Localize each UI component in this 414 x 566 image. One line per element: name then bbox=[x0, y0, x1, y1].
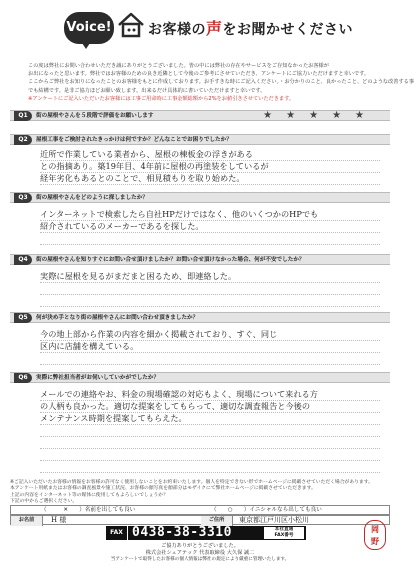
ruled-line bbox=[40, 232, 380, 233]
title-suffix: をお聞かせください bbox=[222, 22, 354, 38]
publication-consent-table bbox=[10, 505, 390, 526]
note-line: 本アンケート用紙またはお客様の調査風景や施工状況、お客様の顔写真を顔部分はモザイクにて弊社ホームページに掲載させていただきます。 bbox=[10, 486, 316, 492]
question-text: 何が決め手となり街の屋根やさんにお問い合わせ頂きましたか？ bbox=[36, 315, 199, 321]
ruled-line bbox=[40, 282, 380, 283]
question-3-header bbox=[10, 192, 390, 203]
thanks-text: ご協力ありがとうございました。 bbox=[161, 543, 239, 549]
name-consent-choice[interactable]: （ ✕ ）名前を出しても良い bbox=[41, 507, 136, 513]
fax-side-line: 本社直通 bbox=[274, 527, 294, 532]
intro-line: ここからご弊社をお知りになったことのお客様をもとに作成しております。お手すきな時にご記入ください。・お分かりのこと、良かったこと、どのような改善する事 bbox=[28, 79, 414, 86]
answer-q2 bbox=[40, 148, 380, 184]
house-icon bbox=[116, 10, 146, 40]
intro-line: この度は弊社にお問い合わせいただき誠にありがとうございました。皆の中には弊社の存在やサービスをご存知なかったお客様が bbox=[28, 63, 329, 69]
answer-line: 区内に店舗を構えている。 bbox=[40, 341, 139, 351]
ruled-line bbox=[40, 220, 380, 221]
address-value: 東京都江戸川区小松川 bbox=[239, 516, 309, 524]
question-2-header bbox=[10, 134, 390, 145]
question-text: 街の屋根やさんをどのように探しましたか？ bbox=[36, 195, 148, 201]
question-text: 屋根工事をご検討されたきっかけは何ですか？どんなことでお困りでしたか？ bbox=[36, 137, 232, 143]
answer-line: 今の地上部から作業の内容を細かく掲載されており、すぐ、同じ bbox=[40, 329, 278, 339]
stamp-text: 岡 野 bbox=[371, 524, 379, 546]
title-prefix: お客様の bbox=[148, 22, 206, 38]
intro-line: お出になったと思います。弊社ではお客様のための良き近隣として今後のご参考にさせていただき、アンケートにご協力いただけますと幸いです。 bbox=[28, 71, 370, 78]
question-text: 実際に弊社担当者がお伺いしていかがでしたか？ bbox=[36, 375, 160, 381]
ruled-line bbox=[40, 436, 380, 437]
intro-text bbox=[28, 62, 414, 103]
address-label: ご住所 bbox=[201, 516, 233, 526]
star-rating: ★★★★★ bbox=[263, 110, 378, 121]
question-number: Q5 bbox=[14, 313, 32, 323]
form-header bbox=[0, 0, 400, 62]
ruled-line bbox=[40, 306, 380, 307]
initial-consent-choice[interactable]: （ ○ ）イニシャルなら出しても良い bbox=[211, 507, 322, 513]
consent-row bbox=[10, 505, 390, 515]
question-1-header bbox=[10, 110, 390, 121]
ruled-line bbox=[40, 412, 380, 413]
ruled-line bbox=[40, 352, 380, 353]
note-line: 上記の内容をインターネット等の媒体に使用してもよろしいでしょうか？ bbox=[10, 492, 168, 498]
question-number: Q3 bbox=[14, 193, 32, 203]
ruled-line bbox=[40, 424, 380, 425]
answer-line: 紹介されているのメーカーであるを探した。 bbox=[40, 221, 204, 231]
fax-number-box bbox=[106, 526, 306, 540]
ruled-line bbox=[40, 460, 380, 461]
hanko-stamp bbox=[364, 520, 386, 550]
question-number: Q2 bbox=[14, 135, 32, 145]
question-number: Q4 bbox=[14, 255, 32, 265]
privacy-notes bbox=[10, 480, 390, 506]
fax-side-label bbox=[264, 527, 304, 539]
voice-badge: Voice! bbox=[64, 12, 114, 44]
answer-line: 経年劣化もあるとのことで、相見積もりを取り始めた。 bbox=[40, 173, 245, 183]
fax-number: 0438-38-3310 bbox=[132, 525, 232, 540]
intro-line: でも結構です。是非ご協力ほどお願い致します。出来るだけ具体的に書いていただけますと幸いです。 bbox=[28, 87, 266, 94]
ruled-line bbox=[40, 244, 380, 245]
question-5-header bbox=[10, 312, 390, 323]
answer-line: 実際に屋根を見るがまだまと困るため、即連絡した。 bbox=[40, 271, 237, 281]
privacy-footer: 当アンケートで取得したお客様の個人情報は弊社の規定により厳重に管理いたします。 bbox=[110, 557, 290, 562]
fax-side-line: FAX番号 bbox=[274, 533, 294, 538]
question-number: Q6 bbox=[14, 373, 32, 383]
answer-line: との指摘あり。築19年目、4年前に屋根の再塗装をしているが bbox=[40, 161, 269, 171]
question-text: 街の屋根やさんを５段階で評価をお願いします bbox=[36, 113, 154, 119]
name-address-row bbox=[10, 515, 390, 525]
ruled-line bbox=[40, 400, 380, 401]
answer-q4 bbox=[40, 270, 380, 282]
speech-tail-icon bbox=[80, 40, 92, 49]
discount-note: ※アンケートにご記入いただいたお客様には工事ご用命時に工事金額総額から2%をお値引きさせていただきます。 bbox=[28, 95, 295, 102]
name-value: H 様 bbox=[51, 516, 67, 524]
question-number: Q1 bbox=[14, 111, 32, 121]
fax-tag: FAX bbox=[106, 526, 128, 540]
answer-line: メールでの連絡やお、料金の現場確認の対応もよく、現場について来れる方 bbox=[40, 389, 318, 399]
ruled-line bbox=[40, 160, 380, 161]
question-text: 街の屋根やさんを知りすぐにお問い合せ頂けましたか？お問い合せ頂けなかった場合、何が不安でしたか？ bbox=[36, 257, 305, 263]
page-title bbox=[148, 16, 353, 39]
answer-q6 bbox=[40, 388, 380, 424]
ruled-line bbox=[40, 364, 380, 365]
note-line: 下記の中からご選択ください。 bbox=[10, 499, 78, 505]
ruled-line bbox=[40, 184, 380, 185]
ruled-line bbox=[40, 448, 380, 449]
answer-line: 近所で作業している業者から、屋根の棟板金の浮きがある bbox=[40, 149, 253, 159]
note-line: ※ご記入いただいたお客様の情報をお客様の許可なく使用しないことをお約束いたします。個人を特定できない形でホームページに掲載させていただく場合があります。 bbox=[10, 480, 373, 485]
ruled-line bbox=[40, 294, 380, 295]
question-4-header bbox=[10, 254, 390, 265]
question-6-header bbox=[10, 372, 390, 383]
answer-line: インターネットで検索したら自社HPだけではなく、他のいくつかのHPでも bbox=[40, 209, 319, 219]
answer-line: メンテナンス時期を提案してもらえた。 bbox=[40, 413, 187, 423]
ruled-line bbox=[40, 340, 380, 341]
ruled-line bbox=[40, 172, 380, 173]
title-accent: 声 bbox=[206, 19, 223, 38]
ruled-line bbox=[40, 472, 380, 473]
company-name: 株式会社シェアテック 代表取締役 大久保 誠二 bbox=[145, 550, 255, 556]
name-label: お名前 bbox=[11, 516, 43, 526]
answer-line: の人柄も良かった。適切な提案をしてもらって、適切な調査報告と今後の bbox=[40, 401, 311, 411]
